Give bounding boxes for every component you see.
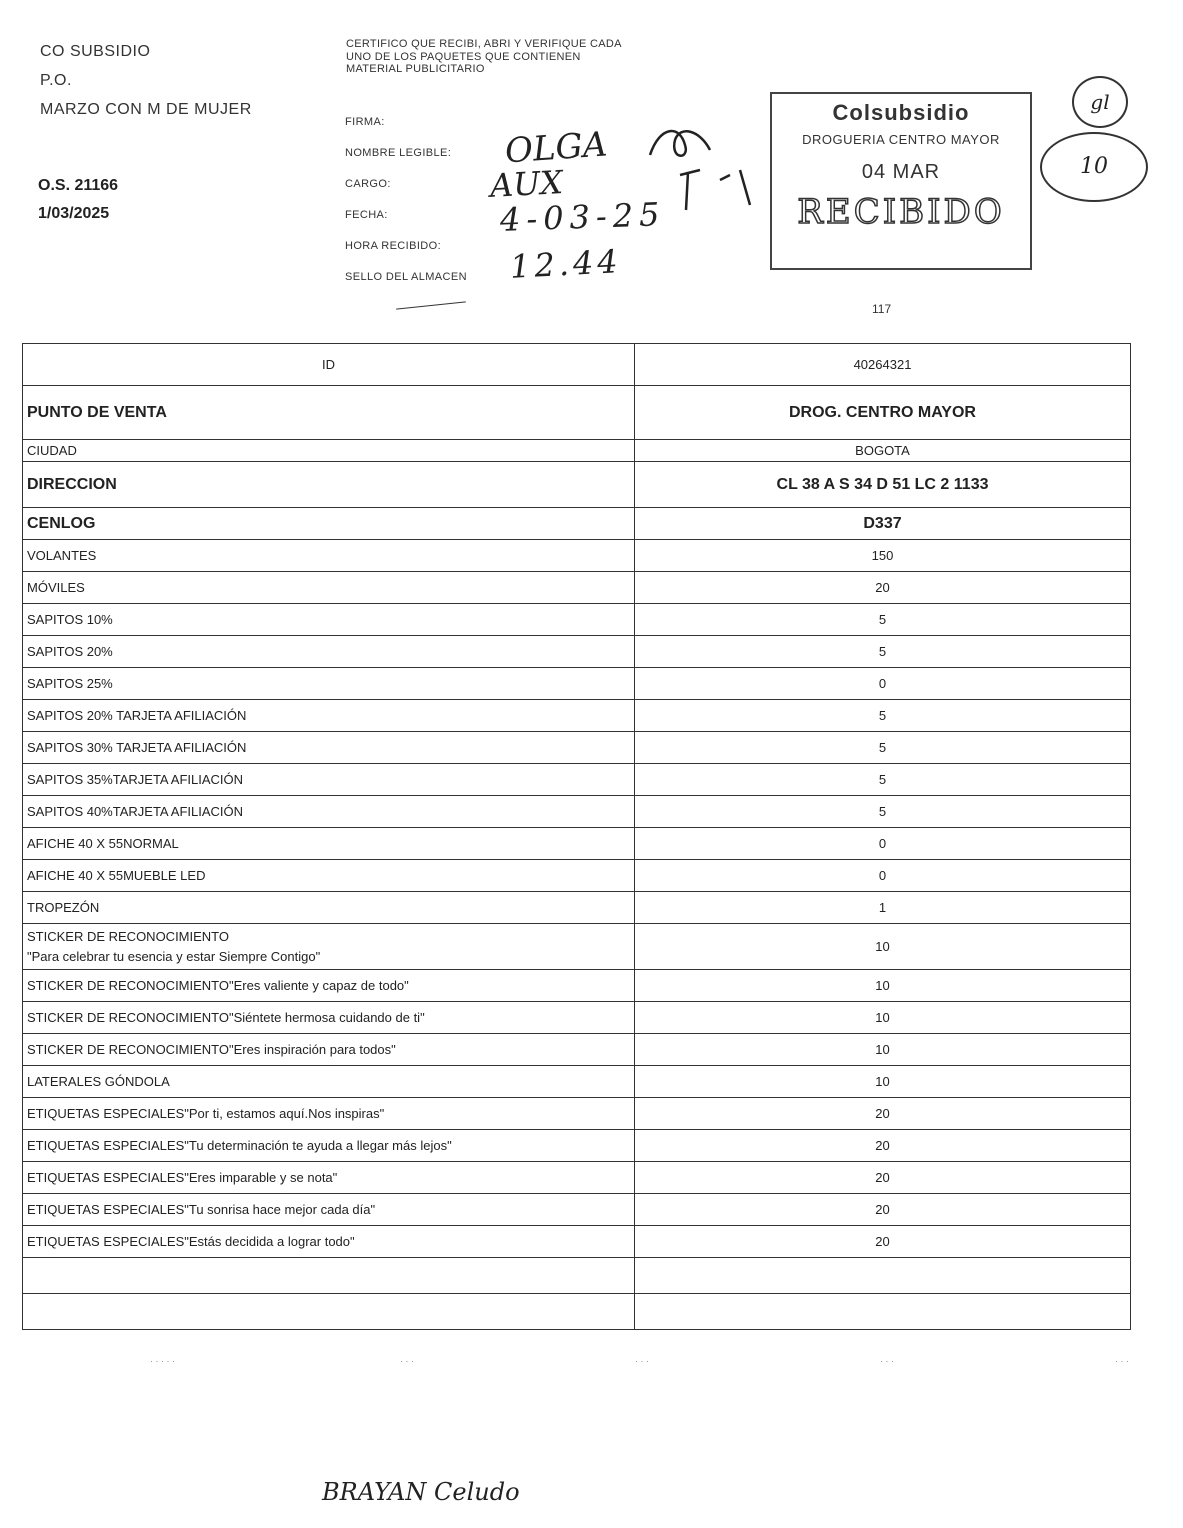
- table-row: [23, 1130, 1131, 1162]
- certificate-text: CERTIFICO QUE RECIBI, ABRI Y VERIFIQUE CADA UNO DE LOS PAQUETES QUE CONTIENEN MATERIAL PUBLICITARIO: [346, 38, 622, 75]
- table-row: [23, 344, 1131, 386]
- row-label-text-2: "Para celebrar tu esencia y estar Siempre Contigo": [27, 948, 321, 964]
- row-value: 20: [635, 1130, 1131, 1162]
- table-row: [23, 860, 1131, 892]
- bottom-signature: BRAYAN Celudo: [322, 1478, 520, 1506]
- row-label: [23, 1130, 635, 1162]
- row-label-text: CENLOG: [27, 514, 96, 532]
- table-row: [23, 970, 1131, 1002]
- row-label: [23, 636, 635, 668]
- row-label-text: STICKER DE RECONOCIMIENTO"Siéntete hermosa cuidando de ti": [27, 1010, 425, 1025]
- materials-table: [22, 343, 1131, 1330]
- row-label-text: ETIQUETAS ESPECIALES"Por ti, estamos aquí.Nos inspiras": [27, 1106, 385, 1121]
- row-value: CL 38 A S 34 D 51 LC 2 1133: [635, 462, 1131, 508]
- row-label: [23, 732, 635, 764]
- empty-cell: [23, 1258, 635, 1294]
- table-row: [23, 440, 1131, 462]
- row-label: [23, 668, 635, 700]
- empty-cell: [635, 1258, 1131, 1294]
- row-label-text: ETIQUETAS ESPECIALES"Tu determinación te ayuda a llegar más lejos": [27, 1138, 452, 1153]
- row-value: DROG. CENTRO MAYOR: [635, 386, 1131, 440]
- scan-dots: · · · · ·: [150, 1356, 175, 1366]
- row-label-text: AFICHE 40 X 55NORMAL: [27, 836, 179, 851]
- handwritten-cargo: AUX: [489, 163, 564, 205]
- table-row: [23, 764, 1131, 796]
- row-value: 10: [635, 1002, 1131, 1034]
- table-row: [23, 796, 1131, 828]
- scan-dots: · · ·: [400, 1356, 414, 1366]
- row-label: [23, 860, 635, 892]
- stamp-date: 04 MAR: [861, 161, 941, 183]
- table-row: [23, 700, 1131, 732]
- row-value: 20: [635, 1194, 1131, 1226]
- label-firma: FIRMA:: [345, 116, 385, 128]
- row-label: [23, 1194, 635, 1226]
- row-value: 5: [635, 700, 1131, 732]
- row-label-text: STICKER DE RECONOCIMIENTO"Eres valiente y capaz de todo": [27, 978, 409, 993]
- row-value: 150: [635, 540, 1131, 572]
- row-value: 20: [635, 1162, 1131, 1194]
- row-label-text: SAPITOS 25%: [27, 676, 113, 691]
- table-row: [23, 892, 1131, 924]
- row-value: 5: [635, 604, 1131, 636]
- row-label: [23, 1066, 635, 1098]
- table-row: [23, 572, 1131, 604]
- row-label: [23, 1002, 635, 1034]
- row-value: 20: [635, 1098, 1131, 1130]
- handwritten-scribble-icon: [670, 160, 760, 230]
- table-row: [23, 1066, 1131, 1098]
- row-label-text: CIUDAD: [27, 443, 77, 458]
- row-value: 10: [635, 1034, 1131, 1066]
- row-value: 10: [635, 1066, 1131, 1098]
- row-label: [23, 572, 635, 604]
- table-row: [23, 1034, 1131, 1066]
- row-label: [23, 828, 635, 860]
- row-label: [23, 700, 635, 732]
- row-value: 1: [635, 892, 1131, 924]
- os-number: O.S. 21166: [38, 177, 119, 194]
- row-label-text: SAPITOS 20%: [27, 644, 113, 659]
- row-value: D337: [635, 508, 1131, 540]
- table-row: [23, 636, 1131, 668]
- row-label: [23, 764, 635, 796]
- page-number: 117: [872, 302, 892, 316]
- row-label: [23, 796, 635, 828]
- row-label: [23, 462, 635, 508]
- table-row: [23, 604, 1131, 636]
- handwritten-hora: 12.44: [509, 242, 623, 286]
- circled-initials: gl: [1072, 76, 1128, 128]
- label-fecha: FECHA:: [345, 209, 388, 221]
- row-label-text: AFICHE 40 X 55MUEBLE LED: [27, 868, 206, 883]
- circled-count: 10: [1040, 132, 1148, 202]
- table-row: [23, 1194, 1131, 1226]
- empty-row: [23, 1294, 1131, 1330]
- table-row: [23, 508, 1131, 540]
- table-row: [23, 1162, 1131, 1194]
- row-label-text: STICKER DE RECONOCIMIENTO"Eres inspiración para todos": [27, 1042, 396, 1057]
- row-label-text: LATERALES GÓNDOLA: [27, 1074, 170, 1089]
- company-name: CO SUBSIDIO: [40, 43, 151, 60]
- row-value: BOGOTA: [635, 440, 1131, 462]
- row-label-text: SAPITOS 35%TARJETA AFILIACIÓN: [27, 772, 244, 787]
- empty-row: [23, 1258, 1131, 1294]
- row-label-text: VOLANTES: [27, 548, 97, 563]
- label-cargo: CARGO:: [345, 178, 391, 190]
- row-label-text: SAPITOS 40%TARJETA AFILIACIÓN: [27, 804, 244, 819]
- table-row: [23, 924, 1131, 970]
- row-value: 0: [635, 860, 1131, 892]
- row-value: 0: [635, 828, 1131, 860]
- handwritten-name: OLGA: [503, 124, 609, 172]
- po-label: P.O.: [40, 72, 72, 89]
- scan-dots: · · ·: [880, 1356, 894, 1366]
- received-stamp: [770, 92, 1032, 270]
- header-left: [40, 38, 252, 125]
- stamp-brand: Colsubsidio: [832, 100, 970, 125]
- row-label: [23, 1226, 635, 1258]
- row-label: [23, 892, 635, 924]
- row-value: 5: [635, 796, 1131, 828]
- row-label-text: PUNTO DE VENTA: [27, 403, 167, 421]
- row-value: 5: [635, 732, 1131, 764]
- os-date: 1/03/2025: [38, 205, 110, 222]
- order-info: [38, 172, 118, 228]
- row-label: [23, 344, 635, 386]
- row-label-text: TROPEZÓN: [27, 900, 100, 915]
- empty-cell: [635, 1294, 1131, 1330]
- row-label: [23, 1098, 635, 1130]
- row-label: [23, 440, 635, 462]
- row-label-text: ETIQUETAS ESPECIALES"Eres imparable y se nota": [27, 1170, 338, 1185]
- table-row: [23, 1226, 1131, 1258]
- stamp-status: RECIBIDO: [797, 192, 1005, 232]
- form-labels: [345, 112, 467, 298]
- table-row: [23, 386, 1131, 440]
- row-label-text: SAPITOS 30% TARJETA AFILIACIÓN: [27, 740, 247, 755]
- row-label-text: SAPITOS 10%: [27, 612, 113, 627]
- table-row: [23, 1002, 1131, 1034]
- row-value: 10: [635, 924, 1131, 970]
- row-value: 5: [635, 764, 1131, 796]
- scan-dots: · · ·: [635, 1356, 649, 1366]
- row-label-text: MÓVILES: [27, 580, 85, 595]
- row-value: 10: [635, 970, 1131, 1002]
- table-row: [23, 732, 1131, 764]
- table-row: [23, 668, 1131, 700]
- row-label-text: ETIQUETAS ESPECIALES"Estás decidida a lograr todo": [27, 1234, 355, 1249]
- table-row: [23, 462, 1131, 508]
- row-value: 5: [635, 636, 1131, 668]
- row-label: [23, 1162, 635, 1194]
- table-row: [23, 1098, 1131, 1130]
- signature-line: [396, 301, 466, 309]
- row-label: [23, 386, 635, 440]
- row-value: 20: [635, 1226, 1131, 1258]
- campaign-name: MARZO CON M DE MUJER: [40, 101, 252, 118]
- scan-dots: · · ·: [1115, 1356, 1129, 1366]
- row-label: [23, 970, 635, 1002]
- row-label: [23, 604, 635, 636]
- row-value: 40264321: [635, 344, 1131, 386]
- row-label: [23, 1034, 635, 1066]
- materials-table-body: [23, 344, 1131, 1330]
- stamp-store: DROGUERIA CENTRO MAYOR: [802, 132, 1000, 147]
- label-hora: HORA RECIBIDO:: [345, 240, 442, 252]
- row-label: [23, 924, 635, 970]
- table-row: [23, 540, 1131, 572]
- label-sello: SELLO DEL ALMACEN: [345, 271, 467, 283]
- row-label: [23, 540, 635, 572]
- row-label-text: ETIQUETAS ESPECIALES"Tu sonrisa hace mejor cada día": [27, 1202, 376, 1217]
- row-value: 0: [635, 668, 1131, 700]
- row-label-text: SAPITOS 20% TARJETA AFILIACIÓN: [27, 708, 247, 723]
- row-value: 20: [635, 572, 1131, 604]
- row-label-text: STICKER DE RECONOCIMIENTO: [27, 928, 230, 944]
- empty-cell: [23, 1294, 635, 1330]
- row-label-text: DIRECCION: [27, 475, 117, 493]
- row-label: [23, 508, 635, 540]
- label-nombre: NOMBRE LEGIBLE:: [345, 147, 452, 159]
- table-row: [23, 828, 1131, 860]
- handwritten-fecha: 4-03-25: [499, 195, 667, 239]
- row-label-text: ID: [322, 357, 335, 372]
